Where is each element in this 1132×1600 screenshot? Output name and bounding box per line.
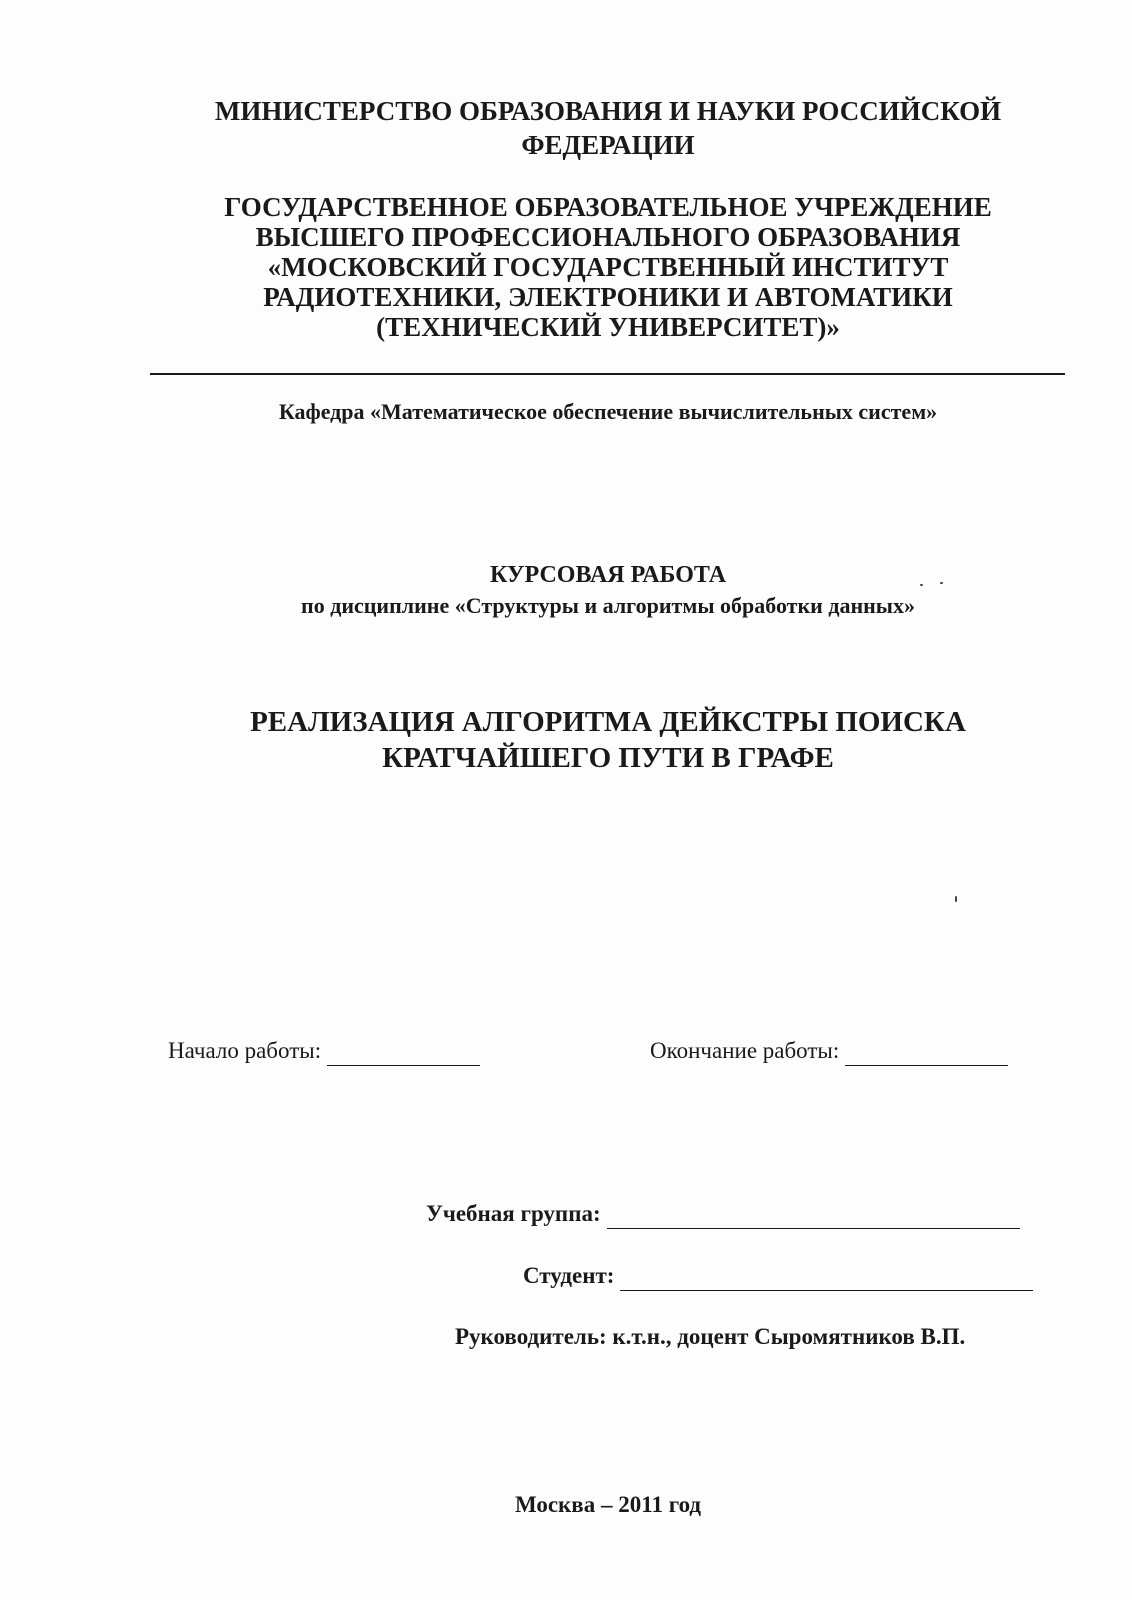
header-divider — [150, 373, 1065, 375]
start-date-blank[interactable] — [327, 1045, 480, 1066]
ministry-line-2: ФЕДЕРАЦИИ — [521, 130, 695, 160]
scan-speck — [920, 584, 923, 586]
institution-line-3: «МОСКОВСКИЙ ГОСУДАРСТВЕННЫЙ ИНСТИТУТ — [267, 252, 949, 282]
institution-heading — [100, 192, 1116, 342]
study-group-field — [426, 1199, 1020, 1229]
study-group-blank[interactable] — [607, 1208, 1020, 1229]
work-title-line-1: РЕАЛИЗАЦИЯ АЛГОРИТМА ДЕЙКСТРЫ ПОИСКА — [250, 706, 966, 738]
work-title — [100, 704, 1116, 776]
discipline-name: по дисциплине «Структуры и алгоритмы обработки данных» — [301, 593, 915, 618]
advisor-line: Руководитель: к.т.н., доцент Сыромятников В.П. — [455, 1324, 966, 1349]
student-field — [523, 1261, 1033, 1291]
end-date-label: Окончание работы: — [650, 1038, 840, 1063]
ministry-heading — [100, 94, 1116, 162]
end-date-field — [650, 1036, 1008, 1066]
start-date-field — [168, 1036, 480, 1066]
student-blank[interactable] — [620, 1270, 1033, 1291]
study-group-label: Учебная группа: — [426, 1201, 601, 1226]
department-name: Кафедра «Математическое обеспечение вычислительных систем» — [278, 399, 938, 424]
ministry-line-1: МИНИСТЕРСТВО ОБРАЗОВАНИЯ И НАУКИ РОССИЙСКОЙ — [214, 96, 1002, 126]
institution-line-1: ГОСУДАРСТВЕННОЕ ОБРАЗОВАТЕЛЬНОЕ УЧРЕЖДЕНИЕ — [224, 192, 992, 222]
start-date-label: Начало работы: — [168, 1038, 322, 1063]
scan-speck — [955, 896, 957, 902]
scan-speck — [940, 582, 943, 584]
institution-line-5: (ТЕХНИЧЕСКИЙ УНИВЕРСИТЕТ)» — [376, 312, 840, 342]
institution-line-4: РАДИОТЕХНИКИ, ЭЛЕКТРОНИКИ И АВТОМАТИКИ — [263, 282, 953, 312]
student-label: Студент: — [523, 1263, 615, 1288]
end-date-blank[interactable] — [845, 1045, 1008, 1066]
city-year: Москва – 2011 год — [514, 1492, 702, 1517]
work-title-line-2: КРАТЧАЙШЕГО ПУТИ В ГРАФЕ — [382, 742, 834, 774]
work-type: КУРСОВАЯ РАБОТА — [489, 562, 727, 588]
institution-line-2: ВЫСШЕГО ПРОФЕССИОНАЛЬНОГО ОБРАЗОВАНИЯ — [255, 222, 961, 252]
